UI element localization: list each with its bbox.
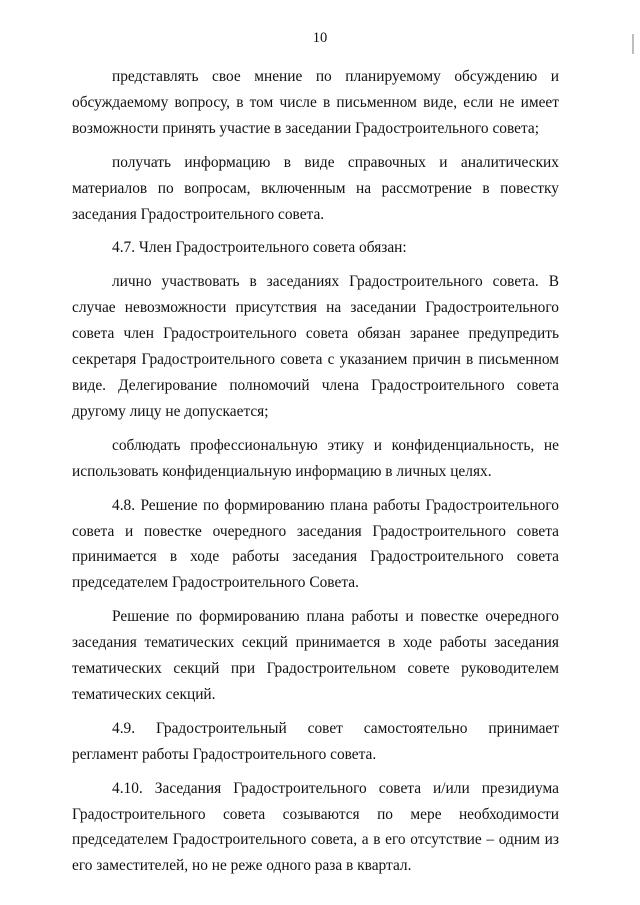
- paragraph-rights-information: получать информацию в виде справочных и аналитических материалов по вопросам, включенным на рассмотрение в повестку заседания Градостроительного совета.: [72, 153, 559, 223]
- paragraph-rights-opinion: представлять свое мнение по планируемому обсуждению и обсуждаемому вопросу, в том числе в письменном виде, если не имеет возможности принять участие в заседании Градостроительного совета;: [72, 68, 559, 137]
- paragraph-duty-attend: лично участвовать в заседаниях Градостроительного совета. В случае невозможности присутствия на заседании Градостроительного совета член Градостроительного совета обязан заранее предупредить секретаря Градостроительного совета с указанием причин в письменном виде. Делегирование полномочий члена Градостроительного совета другому лицу не допускается;: [72, 273, 559, 420]
- scan-edge-mark: [632, 34, 634, 54]
- paragraph-duty-ethics: соблюдать профессиональную этику и конфиденциальность, не использовать конфиденциальную информацию в личных целях.: [72, 436, 559, 480]
- paragraph-4-9: 4.9. Градостроительный совет самостоятельно принимает регламент работы Градостроительного совета.: [72, 719, 559, 763]
- paragraph-4-10: 4.10. Заседания Градостроительного совета и/или президиума Градостроительного совета созываются по мере необходимости председателем Градостроительного совета, а в его отсутствие – одним из его заместителей, но не реже одного раза в квартал.: [72, 779, 559, 875]
- paragraph-4-8: 4.8. Решение по формированию плана работы Градостроительного совета и повестке очередного заседания Градостроительного совета принимается в ходе работы заседания Градостроительного совета председателем Градостроительного Совета.: [72, 496, 559, 592]
- paragraph-4-7-heading: 4.7. Член Градостроительного совета обязан:: [112, 239, 407, 257]
- paragraph-sections-plan: Решение по формированию плана работы и повестке очередного заседания тематических секций принимается в ходе работы заседания тематических секций при Градостроительном совете руководителем тематических секций.: [72, 608, 559, 703]
- document-body: [72, 64, 559, 887]
- page-number: 10: [312, 30, 328, 46]
